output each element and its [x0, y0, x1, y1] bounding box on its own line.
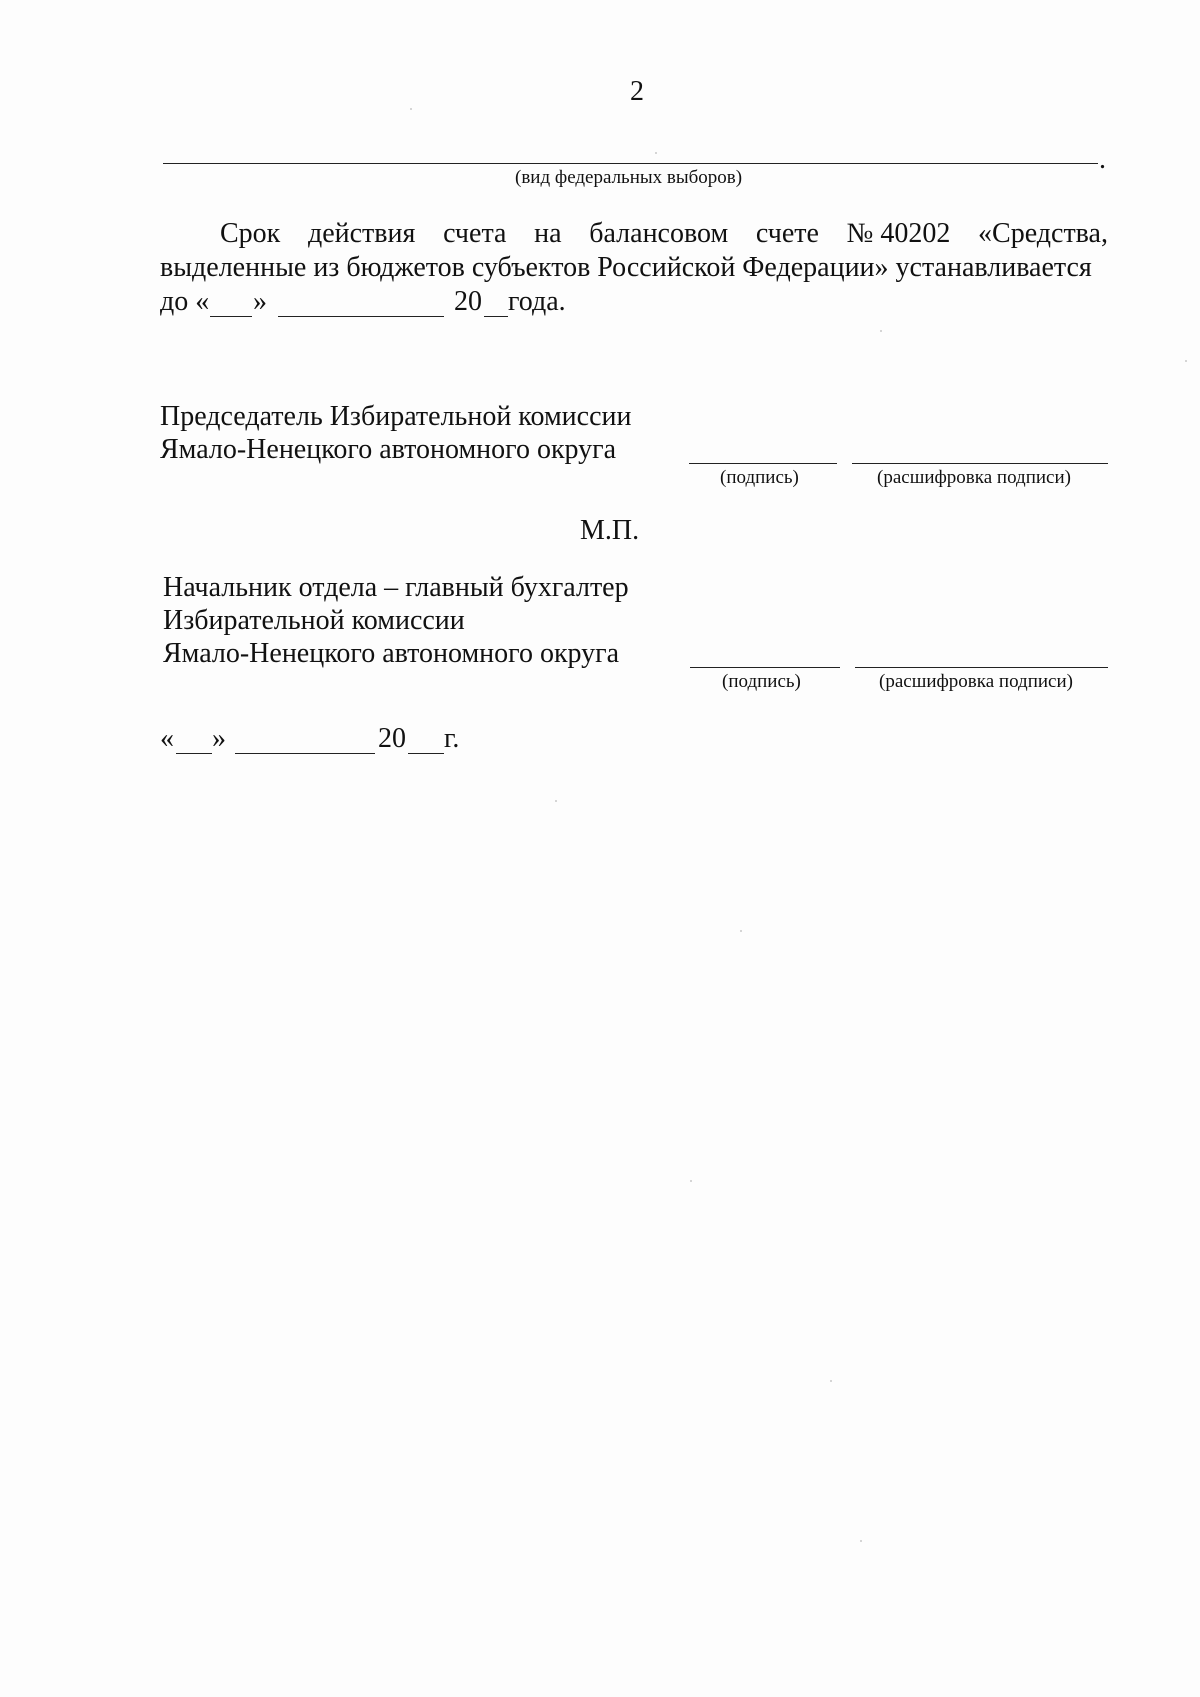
scan-speck	[1185, 360, 1187, 362]
chairman-title-line-1: Председатель Избирательной комиссии	[160, 401, 632, 432]
account-term-paragraph-line-3	[160, 286, 600, 320]
accountant-decryption-caption: (расшифровка подписи)	[879, 671, 1073, 692]
account-term-paragraph-line-1	[220, 218, 1108, 250]
scan-speck	[740, 930, 742, 932]
day-blank	[176, 753, 212, 754]
scan-speck	[655, 152, 657, 154]
paragraph-word: счете	[755, 218, 819, 249]
date-suffix: года.	[508, 286, 566, 317]
day-blank	[210, 316, 252, 317]
scan-speck	[860, 1540, 862, 1542]
paragraph-word: балансовом	[589, 218, 729, 249]
scan-speck	[830, 1380, 832, 1382]
date-quote-close: »	[253, 286, 267, 317]
accountant-title-line-2: Избирательной комиссии	[163, 605, 465, 636]
month-blank	[235, 753, 375, 754]
accountant-title-line-3: Ямало-Ненецкого автономного округа	[163, 638, 620, 669]
accountant-signature-line	[690, 667, 840, 668]
date-suffix: г.	[444, 723, 460, 754]
paragraph-word: действия	[307, 218, 416, 249]
scan-speck	[555, 800, 557, 802]
accountant-title-line-1: Начальник отдела – главный бухгалтер	[163, 572, 629, 603]
chairman-decryption-caption: (расшифровка подписи)	[877, 467, 1071, 488]
date-close-quote: »	[212, 723, 226, 754]
paragraph-word: на	[534, 218, 562, 249]
seal-label: М.П.	[580, 515, 640, 546]
chairman-signature-line	[689, 463, 837, 464]
scan-speck	[410, 108, 412, 110]
chairman-title-line-2: Ямало-Ненецкого автономного округа	[160, 434, 617, 465]
year-blank	[484, 316, 508, 317]
signing-date-line	[160, 723, 490, 757]
year-prefix: 20	[378, 723, 406, 754]
election-type-dot: .	[1099, 144, 1106, 175]
paragraph-word: Срок	[220, 218, 281, 249]
paragraph-word: № 40202	[846, 218, 951, 249]
year-prefix: 20	[454, 286, 482, 317]
page-number: 2	[630, 76, 644, 107]
election-type-blank-line	[163, 163, 1098, 164]
accountant-signature-caption: (подпись)	[722, 671, 801, 692]
scan-speck	[880, 330, 882, 332]
date-open-quote: «	[160, 723, 174, 754]
account-term-paragraph-line-2: выделенные из бюджетов субъектов Российской Федерации» устанавливается	[160, 252, 1092, 283]
month-blank	[278, 316, 444, 317]
chairman-signature-caption: (подпись)	[720, 467, 799, 488]
paragraph-word: «Средства,	[978, 218, 1108, 249]
year-blank	[408, 753, 444, 754]
election-type-caption: (вид федеральных выборов)	[515, 167, 743, 188]
date-prefix: до «	[160, 286, 210, 317]
paragraph-word: счета	[443, 218, 507, 249]
chairman-decryption-line	[852, 463, 1108, 464]
accountant-decryption-line	[855, 667, 1108, 668]
scan-speck	[690, 1180, 692, 1182]
